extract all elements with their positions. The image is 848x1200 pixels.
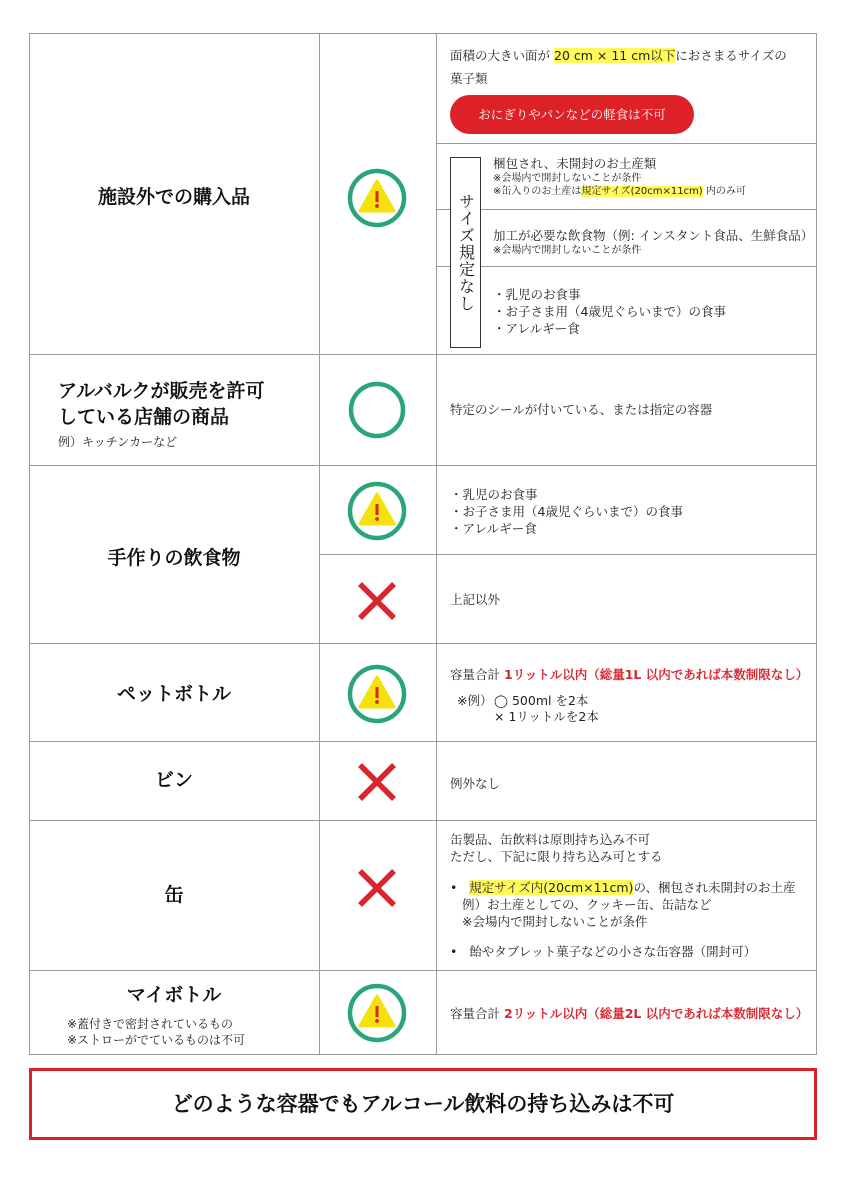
alcohol-prohibited-banner: どのような容器でもアルコール飲料の持ち込みは不可 <box>29 1068 817 1140</box>
row-can-category <box>29 882 319 908</box>
list-item: ・アレルギー食 <box>450 521 537 536</box>
cross-icon <box>346 570 408 632</box>
souvenir-title: 梱包され、未開封のお土産類 <box>493 156 657 171</box>
category-title: マイボトル <box>126 984 222 1006</box>
row-divider <box>29 820 817 821</box>
warning-icon <box>346 982 408 1044</box>
list-item: ・乳児のお食事 <box>493 287 581 302</box>
sub-row-divider <box>436 209 817 210</box>
vertical-label-text: サイズ規定なし <box>456 193 476 312</box>
category-example: 例）キッチンカーなど <box>58 435 178 449</box>
petbottle-example-prefix: ※例） <box>457 693 493 708</box>
column-divider <box>319 33 320 1055</box>
category-title: ペットボトル <box>116 683 231 705</box>
row-divider <box>29 643 817 644</box>
cross-icon <box>346 857 408 919</box>
size-rule-text: におさまるサイズの <box>675 48 787 63</box>
bullet: • <box>450 880 458 895</box>
list-item: ・お子さま用（4歳児ぐらいまで）の食事 <box>493 304 726 319</box>
size-highlight: 規定サイズ(20cm×11cm) <box>581 186 703 197</box>
can-bullet-1-example: 例）お土産としての、クッキー缶、缶詰など <box>462 897 712 912</box>
condition-label: 容量合計 <box>450 1006 501 1021</box>
light-meal-not-allowed-badge: おにぎりやパンなどの軽食は不可 <box>450 95 694 134</box>
petbottle-example-ok: ◯ 500ml を2本 <box>494 693 589 708</box>
warning-icon <box>346 167 408 229</box>
list-item: ・乳児のお食事 <box>450 487 538 502</box>
handmade-allowed-list <box>450 486 683 537</box>
row-divider <box>29 354 817 355</box>
handmade-other-text: 上記以外 <box>450 592 501 607</box>
capacity-limit: 1リットル以内（総量1L 以内であれば本数制限なし） <box>504 667 809 682</box>
size-highlight: 20 cm × 11 cm以下 <box>554 48 676 63</box>
can-rule-line2: ただし、下記に限り持ち込み可とする <box>450 849 663 864</box>
circle-ok-icon <box>346 379 408 441</box>
column-divider <box>436 33 437 1055</box>
size-rule-text: 面積の大きい面が <box>450 48 551 63</box>
category-title: 施設外での購入品 <box>97 186 250 208</box>
sub-row-divider <box>436 143 817 144</box>
petbottle-example-ng: × 1リットルを2本 <box>494 709 599 724</box>
row-arubaruku-category <box>29 378 348 450</box>
row-divider <box>29 465 817 466</box>
souvenir-note: ※会場内で開封しないことが条件 <box>493 173 642 184</box>
souvenir-can-note <box>493 185 746 198</box>
can-bullet-1-note: ※会場内で開封しないことが条件 <box>462 914 648 929</box>
row-outside-category <box>29 184 319 210</box>
note-text: ※缶入りのお土産は <box>493 186 582 197</box>
mybottle-note-1: ※蓋付きで密封されているもの <box>67 1017 234 1031</box>
row-handmade-category <box>29 545 319 571</box>
row-bin-category <box>29 767 319 793</box>
table-border-bottom <box>29 1054 817 1055</box>
bullet-text: の、梱包され未開封のお土産 <box>633 880 796 895</box>
category-title: している店舗の商品 <box>58 406 230 428</box>
processed-food-note: ※会場内で開封しないことが条件 <box>493 245 642 256</box>
warning-icon <box>346 480 408 542</box>
cross-icon <box>346 751 408 813</box>
row-mybottle-category <box>29 982 319 1008</box>
size-rule-line <box>450 47 787 64</box>
petbottle-condition <box>450 666 808 683</box>
row-petbottle-category <box>29 681 319 707</box>
special-meal-list <box>493 286 726 337</box>
processed-food-title: 加工が必要な飲食物（例: インスタント食品、生鮮食品） <box>493 228 814 243</box>
category-title: ビン <box>154 769 193 791</box>
list-item: ・お子さま用（4歳児ぐらいまで）の食事 <box>450 504 683 519</box>
category-title: アルバルクが販売を許可 <box>58 380 265 402</box>
row-divider <box>29 970 817 971</box>
can-bullet-2 <box>450 943 756 960</box>
bullet: • <box>450 944 458 959</box>
table-border-right <box>816 33 817 1055</box>
arubaruku-condition: 特定のシールが付いている、または指定の容器 <box>450 402 713 417</box>
mybottle-condition <box>450 1005 808 1022</box>
capacity-limit: 2リットル以内（総量2L 以内であれば本数制限なし） <box>504 1006 809 1021</box>
category-title: 手作りの飲食物 <box>107 547 241 569</box>
mybottle-note-2: ※ストローがでているものは不可 <box>67 1033 246 1047</box>
condition-label: 容量合計 <box>450 667 501 682</box>
sub-row-divider <box>436 266 817 267</box>
bullet-text: 飴やタブレット菓子などの小さな缶容器（開封可） <box>469 944 757 959</box>
size-highlight: 規定サイズ内(20cm×11cm) <box>469 880 634 895</box>
table-border-top <box>29 33 817 34</box>
bin-text: 例外なし <box>450 776 501 791</box>
warning-icon <box>346 663 408 725</box>
category-title: 缶 <box>164 884 184 906</box>
size-rule-line2: 菓子類 <box>450 71 488 86</box>
sub-row-divider <box>319 554 817 555</box>
can-bullet-1 <box>450 879 795 896</box>
list-item: ・アレルギー食 <box>493 321 580 336</box>
row-divider <box>29 741 817 742</box>
note-text: 内のみ可 <box>705 186 746 197</box>
no-size-limit-label <box>450 157 481 348</box>
can-rule-line1: 缶製品、缶飲料は原則持ち込み不可 <box>450 832 651 847</box>
